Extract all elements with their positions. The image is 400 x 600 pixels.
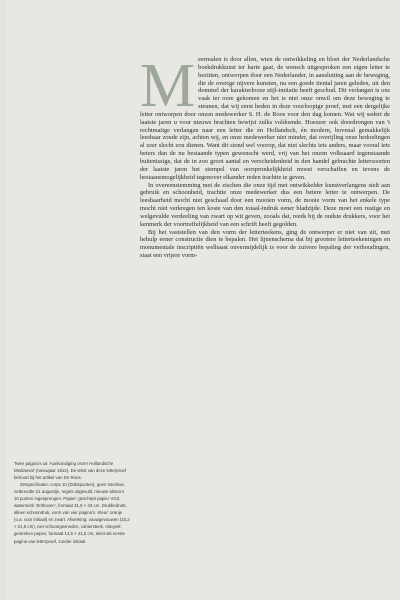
main-text-column — [140, 52, 390, 260]
drop-cap-initial: M — [140, 52, 196, 120]
paragraph-3: Bij het vaststellen van den vorm der letterteekens, ging de ontwerper er niet van uit, met behulp eener constructie dien te bepalen. Het lijnenschema dat bij grootere letterteekeningen en monumentale inscriptiën welhaast onvermijdelijk is voor de zuivere bepaling der verhoudingen, staat een vrijere vorm- — [140, 228, 390, 260]
paragraph-1-text: eermalen is door allen, wien de ontwikkeling en bloei der Nederlandsche boekdrukkunst ter harte gaat, de wensch uitgesproken een eigen letter te bezitten, ontworpen door een Nederlander, in aansluiting aan de beweging, die de overige nijvere kunsten, nu een goede tiental jaren geleden, uit den dommel der karakterlooze stijl-imitatie heeft geschud. Dit verlangen is ons vaak ter oore gekomen en het is niet onze onwil om deze beweging te steunen, dat wij eerst heden in deze voorloopige proef, met een dergelijke letter ontworpen door onzen medewerker S. H. de Roos voor den dag komen. Wat wij sedert de laatste jaren u voor nieuws brachten bewijst zulks voldoende. Hoezeer ook doordrongen van 't rechtmatige verlangen naar een letter die én Hollandsch, én modern, bovenal gemakkelijk leesbaar zoude zijn, achten wij, en onze medewerker niet minder, dat overijling onze bedoelingen al zeer slecht zou dienen. Want dit stond wel voorop, dat niet slechts iets anders, maar vooral iets beters dan de nu bestaande typen gewenscht werd, vrij van het onzen volksaard tegenstaande buitenissige, dat de in zoo groot aantal en verscheidenheid in den handel gebrachte lettersoorten der laatste jaren het stempel van oorspronkelijkheid moest verschaffen en tevens de bestaansmogelijkheid tegenover elkander reden trachtte te geven. — [140, 56, 390, 181]
paragraph-2: In overeenstemming met de eischen die onze tijd met ontwikkelder kunstverlangens stelt aan gebruik en schoonheid, trachtte onze medewerker dus een betere letter te ontwerpen. De leesbaarheid mocht niet geschaad door een mooien vorm, de mooie vorm van het enkele type mocht niet verkregen ten koste van den totaal-indruk eener bladzijde. Deze moet een rustige en welgevulde verdeeling van zwart op wit geven, zooals dat, reeds bij de oudste drukkers, voor het kenmerk der voortreffelijkheid van een schrift heeft gegolden. — [140, 181, 390, 228]
sidebar-caption — [14, 460, 130, 545]
paragraph-1 — [140, 52, 390, 182]
caption-paragraph-1: Twee pagina’s uit ‘Aankondiging onzer Hollandsche Mediaeval’ (nieuwjaar 1912). De tekst van deze letterproef behoort bij het artikel van De Roos. — [14, 461, 127, 481]
caption-paragraph-2: Zetspecificatie: corps 10 (Didotpunten), geen interlinie, zetbreedte 21 augustijn, regels uitgevuld, nieuwe alinea’s 10 punten ingesprongen. Papier: geschept papier VGZ, watermerk ‘Enthoven’, formaat 31,5 × 43 cm. Drukbedrukt, alleen schoondruk, vorm van vier pagina’s. Kleur: oranje (o.a. voor initiaal) en zwart. Afwerking: vouwgevouwen (15,2 × 21,5 cm), niet schoongesneden, cahiersteek. Inlegvel: gestreken papier, formaat 14,5 × 21,5 cm, tekst als eerste pagina van letterproef, zonder initiaal. — [14, 482, 130, 544]
